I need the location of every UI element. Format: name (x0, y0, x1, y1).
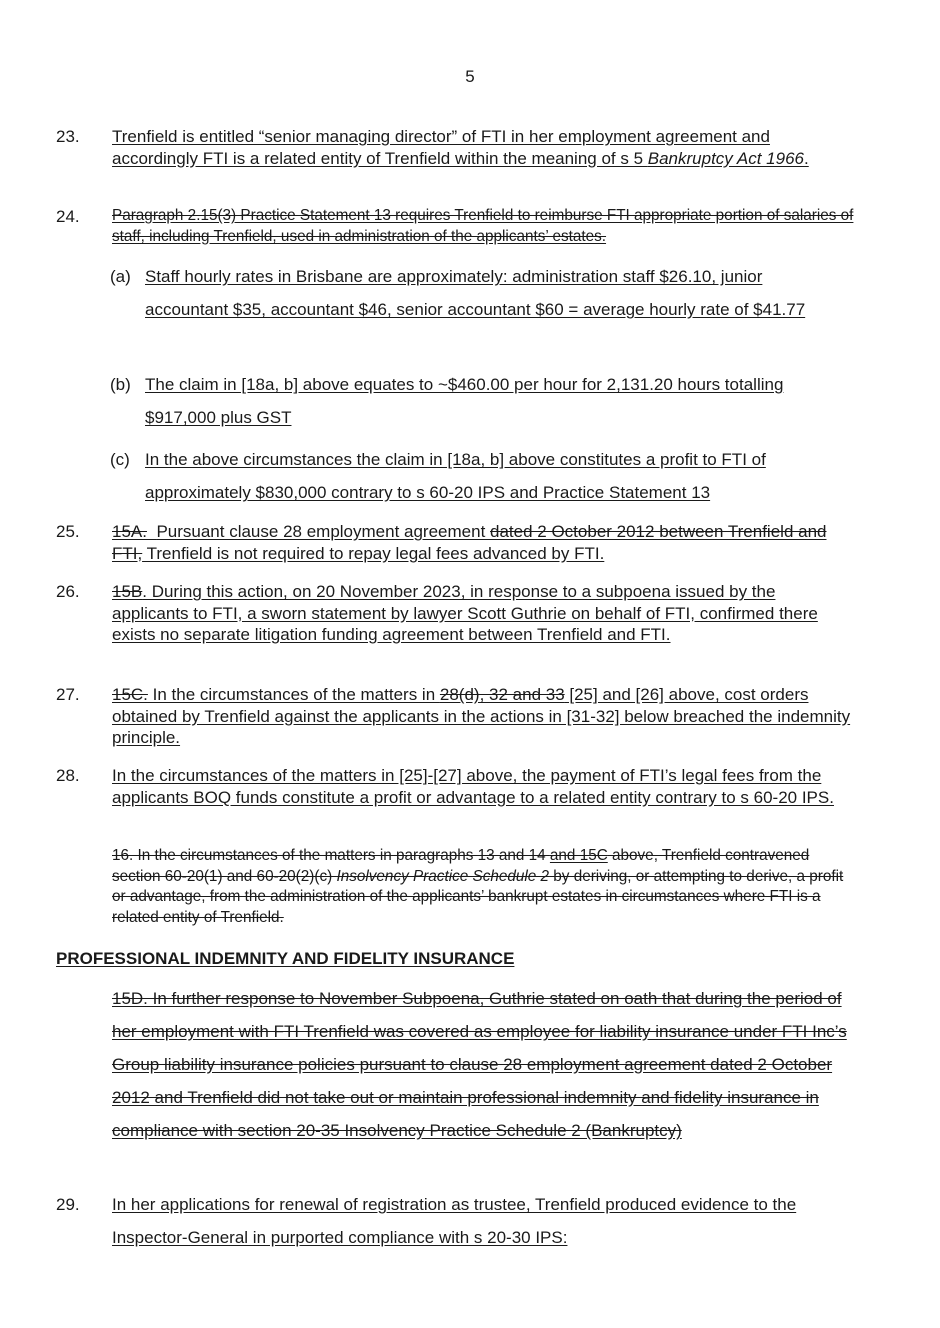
paragraph-number: 26. (56, 582, 80, 601)
old-paragraph-number: 15B (112, 582, 143, 601)
subparagraph-label: (b) (110, 375, 131, 394)
paragraph-text: 15C. In the circumstances of the matters in 28(d), 32 and 33 [25] and [26] above, cost orders obtained by Trenfield against the applicants in the actions in [31-32] below breached the indemnity principle. (112, 685, 851, 747)
paragraph-text: In the circumstances of the matters in [25]-[27] above, the payment of FTI’s legal fees from the applicants BOQ funds constitute a profit or advantage to a related entity contrary to s 60-20 IPS. (112, 766, 834, 807)
paragraph-text: Trenfield is entitled “senior managing director” of FTI in her employment agreement and accordingly FTI is a related entity of Trenfield within the meaning of s 5 Bankruptcy Act 1966. (112, 127, 809, 168)
paragraph-23 (56, 126, 856, 169)
paragraph-26 (56, 581, 856, 646)
subparagraph-b (110, 368, 850, 434)
subparagraph-text: Staff hourly rates in Brisbane are approximately: administration staff $26.10, junior accountant $35, accountant $46, senior accountant $60 = average hourly rate of $41.77 (145, 267, 806, 319)
paragraph-text: 15A. Pursuant clause 28 employment agreement dated 2 October 2012 between Trenfield and FTI, Trenfield is not required to repay legal fees advanced by FTI. (112, 522, 827, 563)
paragraph-24 (56, 206, 856, 247)
paragraph-number: 25. (56, 522, 80, 541)
subparagraph-text: The claim in [18a, b] above equates to ~$460.00 per hour for 2,131.20 hours totalling $917,000 plus GST (145, 375, 784, 427)
deleted-paragraph-15d (56, 982, 856, 1147)
paragraph-27 (56, 684, 856, 749)
subparagraph-label: (c) (110, 450, 130, 469)
subparagraph-c (110, 443, 850, 509)
page-number: 5 (465, 67, 475, 86)
deleted-paragraph-16 (56, 846, 856, 928)
paragraph-25 (56, 521, 856, 564)
paragraph-number: 27. (56, 685, 80, 704)
subparagraph-text: In the above circumstances the claim in [18a, b] above constitutes a profit to FTI of approximately $830,000 contrary to s 60-20 IPS and Practice Statement 13 (145, 450, 766, 502)
paragraph-text: 16. In the circumstances of the matters in paragraphs 13 and 14 and 15C above, Trenfield contravened section 60-20(1) and 60-20(2)(c) Insolvency Practice Schedule 2 by deriving, or attempting to derive, a profit or advantage, from the administration of the applicants’ bankrupt estates in circumstances where FTI is a related entity of Trenfield. (112, 847, 844, 926)
paragraph-29 (56, 1188, 856, 1254)
old-paragraph-number: 15A. (112, 522, 147, 541)
paragraph-number: 24. (56, 207, 80, 226)
paragraph-text: 15D. In further response to November Subpoena, Guthrie stated on oath that during the period of her employment with FTI Trenfield was covered as employee for liability insurance under FTI Inc’s Group liability insurance policies pursuant to clause 28 employment agreement dated 2 October 2012 and Trenfield did not take out or maintain professional indemnity and fidelity insurance in compliance with section 20-35 Insolvency Practice Schedule 2 (Bankruptcy) (112, 989, 847, 1140)
paragraph-number: 23. (56, 127, 80, 146)
subparagraph-label: (a) (110, 267, 131, 286)
paragraph-28 (56, 765, 856, 808)
old-paragraph-number: 15C. (112, 685, 148, 704)
act-title: Bankruptcy Act 1966 (647, 148, 805, 168)
paragraph-text: In her applications for renewal of registration as trustee, Trenfield produced evidence to the Inspector-General in purported compliance with s 20-30 IPS: (112, 1195, 797, 1247)
paragraph-number: 28. (56, 766, 80, 785)
paragraph-text: Paragraph 2.15(3) Practice Statement 13 requires Trenfield to reimburse FTI appropriate portion of salaries of staff, including Trenfield, used in administration of the applicants’ estates. (112, 207, 854, 245)
paragraph-number: 29. (56, 1195, 80, 1214)
struck-text: 28(d), 32 and 33 (439, 685, 565, 704)
paragraph-text: 15B. During this action, on 20 November 2023, in response to a subpoena issued by the applicants to FTI, a sworn statement by lawyer Scott Guthrie on behalf of FTI, confirmed there exists no separate litigation funding agreement between Trenfield and FTI. (112, 582, 818, 644)
subparagraph-a (110, 260, 850, 326)
section-heading: PROFESSIONAL INDEMNITY AND FIDELITY INSURANCE (56, 949, 515, 968)
struck-text: dated 2 October 2012 between Trenfield and FTI, (112, 522, 827, 563)
